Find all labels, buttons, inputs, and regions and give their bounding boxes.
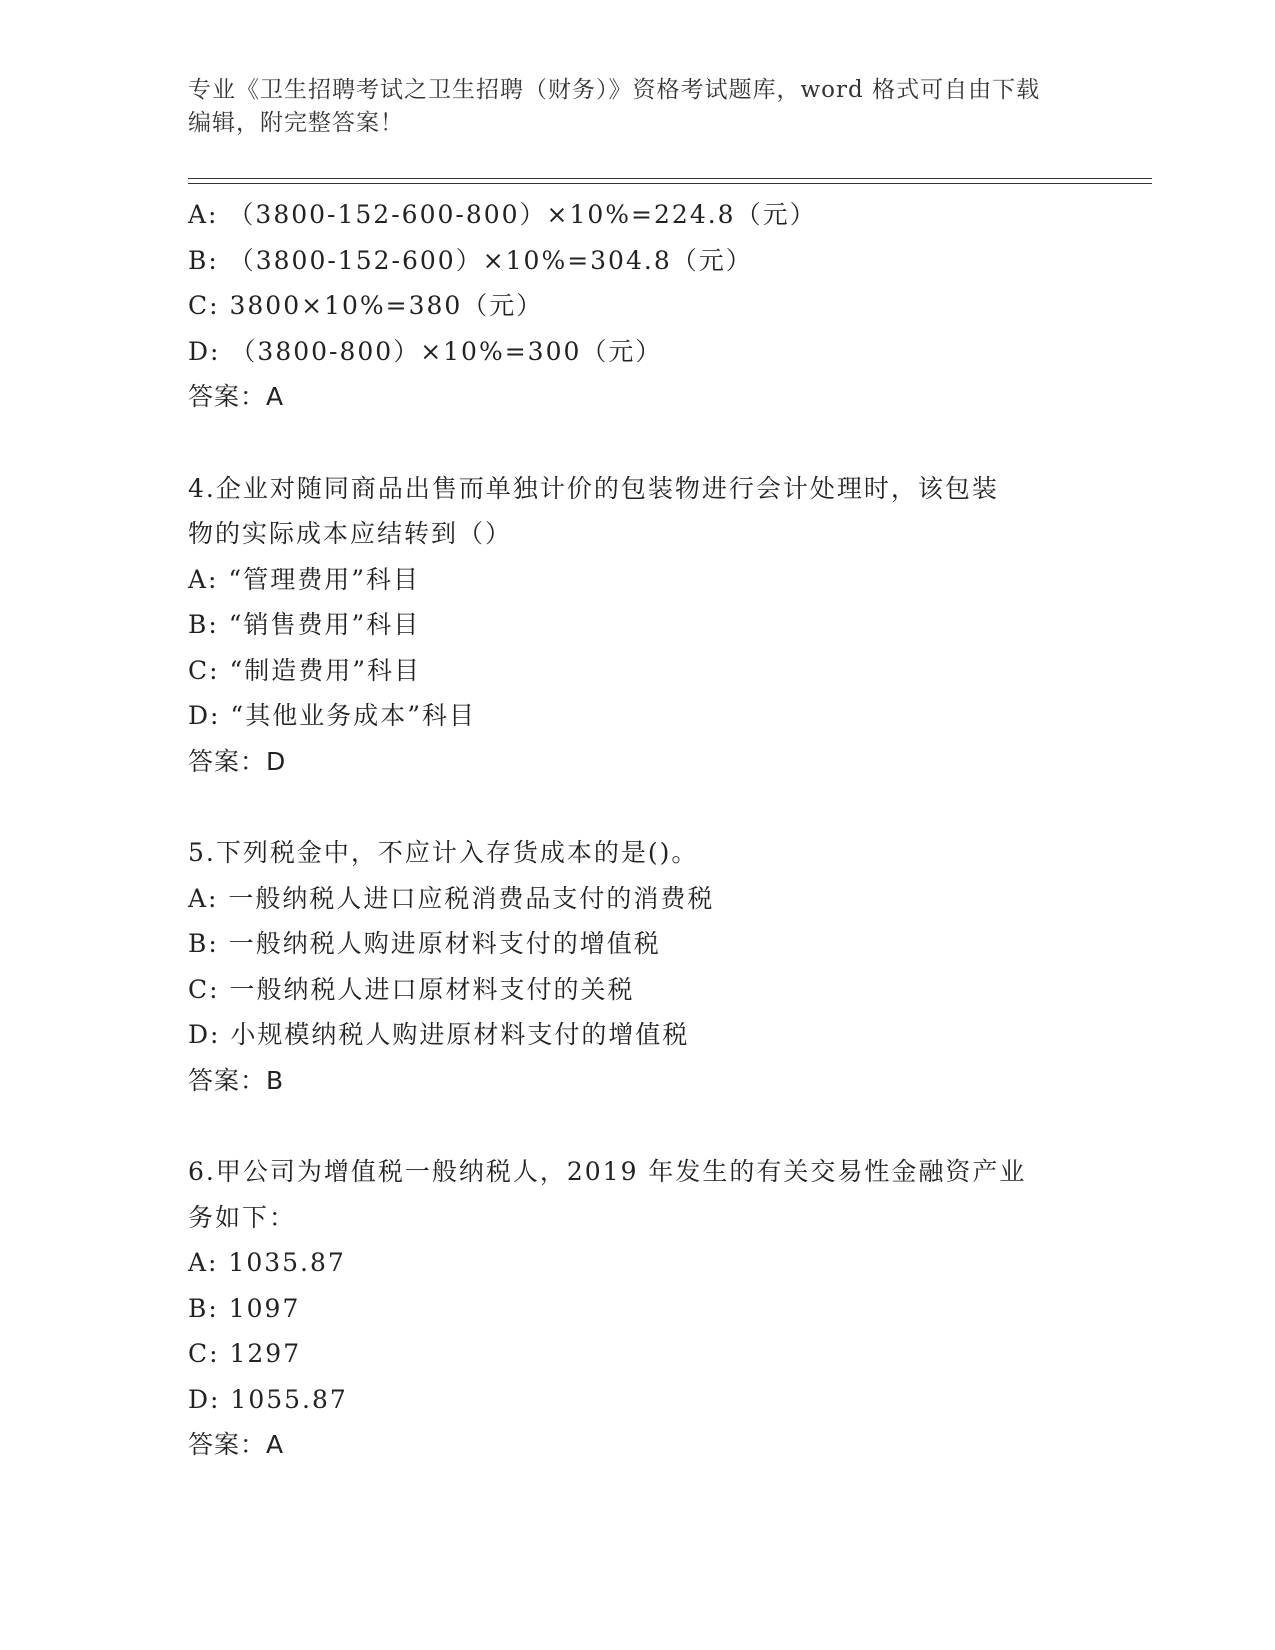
question-stem: 6.甲公司为增值税一般纳税人，2019 年发生的有关交易性金融资产业 (188, 1157, 1027, 1186)
option-a: A: 一般纳税人进口应税消费品支付的消费税 (188, 883, 715, 913)
option-d: D: 1055.87 (188, 1384, 348, 1414)
option-c: C: 一般纳税人进口原材料支付的关税 (188, 974, 635, 1004)
option-c: C: 3800×10%=380（元） (188, 291, 544, 320)
header-divider-bottom (188, 183, 1152, 184)
question-4 (188, 466, 1088, 785)
option-b: B: 1097 (188, 1293, 301, 1323)
option-c: C: “制造费用”科目 (188, 655, 422, 685)
spacer (188, 1103, 1088, 1149)
option-c: C: 1297 (188, 1339, 302, 1368)
question-stem: 4.企业对随同商品出售而单独计价的包装物进行会计处理时，该包装 (188, 473, 999, 503)
option-a: A: 1035.87 (188, 1248, 346, 1277)
answer-line: 答案：A (188, 1430, 285, 1459)
question-3 (188, 192, 1088, 420)
question-stem-continued: 务如下： (188, 1202, 297, 1232)
option-d: D: “其他业务成本”科目 (188, 701, 476, 730)
option-d: D: 小规模纳税人购进原材料支付的增值税 (188, 1020, 690, 1049)
question-stem-continued: 物的实际成本应结转到（） (188, 519, 513, 548)
answer-line: 答案：B (188, 1065, 285, 1095)
header-line-2: 编辑，附完整答案！ (188, 110, 404, 136)
spacer (188, 420, 1088, 466)
answer-line: 答案：A (188, 382, 285, 411)
option-b: B: 一般纳税人购进原材料支付的增值税 (188, 929, 661, 958)
option-d: D: （3800-800）×10%=300（元） (188, 336, 663, 366)
header-line-1: 专业《卫生招聘考试之卫生招聘（财务）》资格考试题库，word 格式可自由下载 (188, 77, 1041, 103)
spacer (188, 784, 1088, 830)
option-b: B: “销售费用”科目 (188, 610, 421, 639)
option-a: A: （3800-152-600-800）×10%=224.8（元） (188, 200, 817, 229)
question-stem: 5.下列税金中，不应计入存货成本的是()。 (188, 838, 699, 867)
header-divider-top (188, 178, 1152, 179)
document-header (188, 74, 1068, 140)
question-5 (188, 830, 1088, 1103)
question-list (188, 192, 1088, 1468)
option-a: A: “管理费用”科目 (188, 564, 420, 594)
answer-line: 答案：D (188, 746, 287, 776)
option-b: B: （3800-152-600）×10%=304.8（元） (188, 245, 753, 275)
question-6 (188, 1149, 1088, 1468)
